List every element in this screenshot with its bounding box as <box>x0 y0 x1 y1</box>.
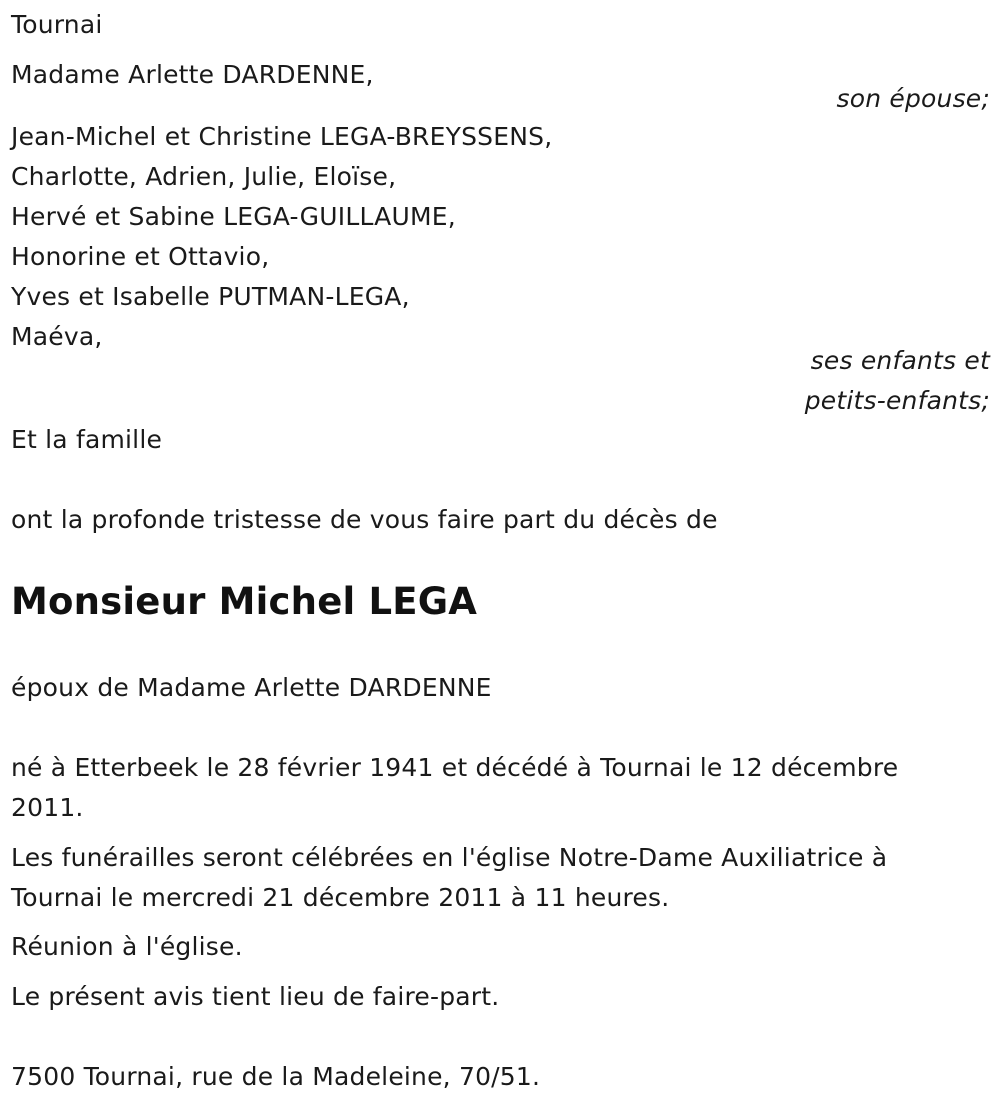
funeral-line2: Tournai le mercredi 21 décembre 2011 à 11 heures. <box>11 883 670 912</box>
child-family-line: Jean-Michel et Christine LEGA-BREYSSENS, <box>11 122 553 151</box>
deceased-name: Monsieur Michel LEGA <box>11 580 478 623</box>
notice-statement: Le présent avis tient lieu de faire-part. <box>11 982 500 1011</box>
child-family-line: Yves et Isabelle PUTMAN-LEGA, <box>11 282 410 311</box>
address-line: 7500 Tournai, rue de la Madeleine, 70/51. <box>11 1062 541 1091</box>
children-role-line2: petits-enfants; <box>804 386 990 415</box>
child-family-line: Charlotte, Adrien, Julie, Eloïse, <box>11 162 397 191</box>
city-heading: Tournai <box>11 10 103 39</box>
meeting-line: Réunion à l'église. <box>11 932 243 961</box>
children-role-line1: ses enfants et <box>810 346 990 375</box>
spouse-role: son épouse; <box>836 84 990 113</box>
child-family-line: Hervé et Sabine LEGA-GUILLAUME, <box>11 202 456 231</box>
relation-line: époux de Madame Arlette DARDENNE <box>11 673 492 702</box>
birth-death-line2: 2011. <box>11 793 84 822</box>
child-family-line: Honorine et Ottavio, <box>11 242 270 271</box>
funeral-line1: Les funérailles seront célébrées en l'église Notre-Dame Auxiliatrice à <box>11 843 888 872</box>
spouse-name: Madame Arlette DARDENNE, <box>11 60 374 89</box>
child-family-line: Maéva, <box>11 322 103 351</box>
announcement: ont la profonde tristesse de vous faire part du décès de <box>11 505 718 534</box>
family-line: Et la famille <box>11 425 163 454</box>
birth-death-line1: né à Etterbeek le 28 février 1941 et décédé à Tournai le 12 décembre <box>11 753 899 782</box>
